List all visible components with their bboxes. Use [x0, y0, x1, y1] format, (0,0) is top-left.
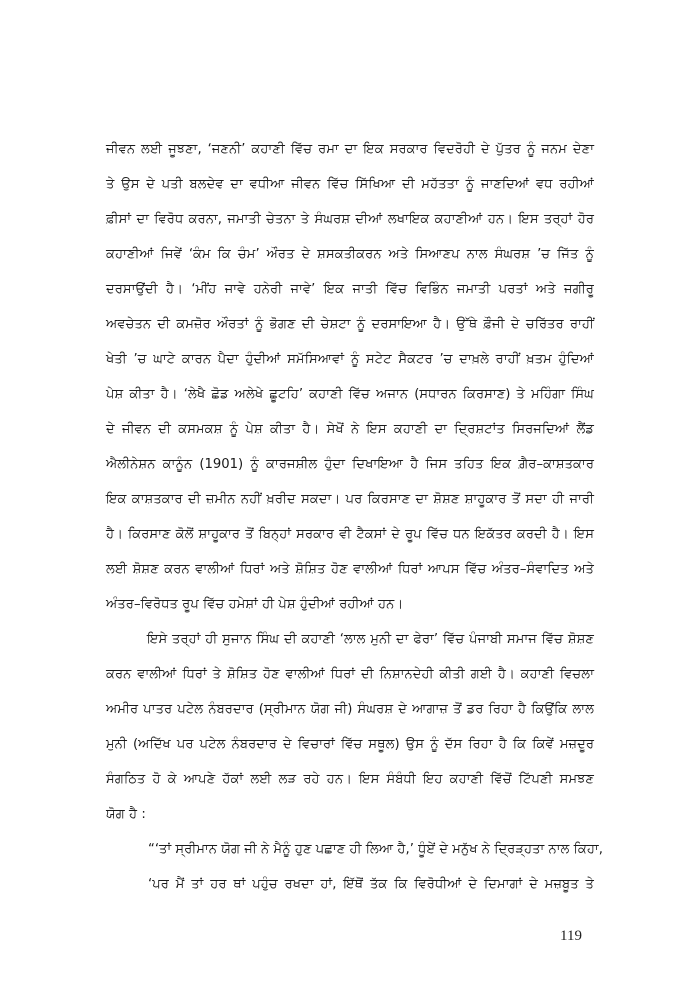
text-line: ਫ਼ੀਸਾਂ ਦਾ ਵਿਰੋਧ ਕਰਨਾ, ਜਮਾਤੀ ਚੇਤਨਾ ਤੇ ਸੰਘਰਸ਼ ਦੀਆਂ ਲਖਾਇਕ ਕਹਾਣੀਆਂ ਹਨ। ਇਸ ਤਰ੍ਹਾਂ ਹੋਰ: [106, 212, 594, 227]
quote-line: ‘ਪਰ ਮੈਂ ਤਾਂ ਹਰ ਥਾਂ ਪਹੁੰਚ ਰਖਦਾ ਹਾਂ, ਇੱਥੋਂ ਤੱਕ ਕਿ ਵਿਰੋਧੀਆਂ ਦੇ ਦਿਮਾਗਾਂ ਦੇ ਮਜ਼ਬੂਤ ਤੇ: [148, 877, 594, 892]
text-line: ਲਈ ਸ਼ੋਸ਼ਣ ਕਰਨ ਵਾਲੀਆਂ ਧਿਰਾਂ ਅਤੇ ਸ਼ੋਸ਼ਿਤ ਹੋਣ ਵਾਲੀਆਂ ਧਿਰਾਂ ਆਪਸ ਵਿੱਚ ਅੰਤਰ–ਸੰਵਾਦਿਤ ਅਤੇ: [106, 562, 594, 577]
text-line: ਖੇਤੀ ’ਚ ਘਾਟੇ ਕਾਰਨ ਪੈਦਾ ਹੁੰਦੀਆਂ ਸਮੱਸਿਆਵਾਂ ਨੂੰ ਸਟੇਟ ਸੈਕਟਰ ’ਚ ਦਾਖ਼ਲੇ ਰਾਹੀਂ ਖ਼ਤਮ ਹੁੰਦਿਆਂ: [106, 352, 594, 367]
page-number: 119: [560, 928, 582, 944]
text-line: ਯੋਗ ਹੈ :: [106, 807, 146, 822]
text-line: ਇਕ ਕਾਸ਼ਤਕਾਰ ਦੀ ਜ਼ਮੀਨ ਨਹੀਂ ਖ਼ਰੀਦ ਸਕਦਾ। ਪਰ ਕਿਰਸਾਣ ਦਾ ਸ਼ੋਸ਼ਣ ਸ਼ਾਹੂਕਾਰ ਤੋਂ ਸਦਾ ਹੀ ਜਾਰੀ: [106, 492, 594, 507]
text-line: ਸੰਗਠਿਤ ਹੋ ਕੇ ਆਪਣੇ ਹੱਕਾਂ ਲਈ ਲੜ ਰਹੇ ਹਨ। ਇਸ ਸੰਬੰਧੀ ਇਹ ਕਹਾਣੀ ਵਿੱਚੋਂ ਟਿੱਪਣੀ ਸਮਝਣ: [106, 772, 594, 787]
text-line: ਹੈ। ਕਿਰਸਾਣ ਕੋਲੋਂ ਸ਼ਾਹੂਕਾਰ ਤੋਂ ਬਿਨ੍ਹਾਂ ਸਰਕਾਰ ਵੀ ਟੈਕਸਾਂ ਦੇ ਰੂਪ ਵਿੱਚ ਧਨ ਇਕੱਤਰ ਕਰਦੀ ਹੈ। ਇਸ: [106, 527, 594, 542]
text-line: ਤੇ ਉਸ ਦੇ ਪਤੀ ਬਲਦੇਵ ਦਾ ਵਧੀਆ ਜੀਵਨ ਵਿੱਚ ਸਿੱਖਿਆ ਦੀ ਮਹੱਤਤਾ ਨੂੰ ਜਾਣਦਿਆਂ ਵਧ ਰਹੀਆਂ: [106, 177, 594, 192]
text-line: ਅੰਤਰ–ਵਿਰੋਧਤ ਰੂਪ ਵਿੱਚ ਹਮੇਸ਼ਾਂ ਹੀ ਪੇਸ਼ ਹੁੰਦੀਆਂ ਰਹੀਆਂ ਹਨ।: [106, 597, 404, 612]
text-line: ਜੀਵਨ ਲਈ ਜੂਝਣਾ, ‘ਜਣਨੀ’ ਕਹਾਣੀ ਵਿੱਚ ਰਮਾ ਦਾ ਇਕ ਸਰਕਾਰ ਵਿਦਰੋਹੀ ਦੇ ਪੁੱਤਰ ਨੂੰ ਜਨਮ ਦੇਣਾ: [106, 142, 594, 157]
text-line: ਅਮੀਰ ਪਾਤਰ ਪਟੇਲ ਨੰਬਰਦਾਰ (ਸ੍ਰੀਮਾਨ ਯੋਗ ਜੀ) ਸੰਘਰਸ਼ ਦੇ ਆਗਾਜ਼ ਤੋਂ ਡਰ ਰਿਹਾ ਹੈ ਕਿਉਂਕਿ ਲਾਲ: [106, 702, 594, 717]
text-line: ਕਹਾਣੀਆਂ ਜਿਵੇਂ ‘ਕੰਮ ਕਿ ਚੰਮ’ ਔਰਤ ਦੇ ਸ਼ਸਕਤੀਕਰਨ ਅਤੇ ਸਿਆਣਪ ਨਾਲ ਸੰਘਰਸ਼ ’ਚ ਜਿੱਤ ਨੂੰ: [106, 247, 594, 262]
text-line: ਕਰਨ ਵਾਲੀਆਂ ਧਿਰਾਂ ਤੇ ਸ਼ੋਸ਼ਿਤ ਹੋਣ ਵਾਲੀਆਂ ਧਿਰਾਂ ਦੀ ਨਿਸ਼ਾਨਦੇਹੀ ਕੀਤੀ ਗਈ ਹੈ। ਕਹਾਣੀ ਵਿਚਲਾ: [106, 667, 594, 682]
text-line: ਮੁਨੀ (ਅਦਿੱਖ ਪਰ ਪਟੇਲ ਨੰਬਰਦਾਰ ਦੇ ਵਿਚਾਰਾਂ ਵਿੱਚ ਸਥੂਲ) ਉਸ ਨੂੰ ਦੱਸ ਰਿਹਾ ਹੈ ਕਿ ਕਿਵੇਂ ਮਜ਼ਦੂਰ: [106, 737, 594, 752]
quote-line: “‘ਤਾਂ ਸ੍ਰੀਮਾਨ ਯੋਗ ਜੀ ਨੇ ਮੈਨੂੰ ਹੁਣ ਪਛਾਣ ਹੀ ਲਿਆ ਹੈ,’ ਧੂੰਏਂ ਦੇ ਮਨੁੱਖ ਨੇ ਦ੍ਰਿੜ੍ਹਤਾ ਨਾਲ ਕਿਹਾ,: [148, 842, 603, 857]
text-line: ਇਸੇ ਤਰ੍ਹਾਂ ਹੀ ਸੁਜਾਨ ਸਿੰਘ ਦੀ ਕਹਾਣੀ ‘ਲਾਲ ਮੁਨੀ ਦਾ ਫੇਰਾ’ ਵਿੱਚ ਪੰਜਾਬੀ ਸਮਾਜ ਵਿੱਚ ਸ਼ੋਸ਼ਣ: [147, 632, 594, 647]
text-line: ਪੇਸ਼ ਕੀਤਾ ਹੈ। ‘ਲੇਖੈ ਛੋਡ ਅਲੇਖੇ ਛੂਟਹਿ’ ਕਹਾਣੀ ਵਿੱਚ ਅਜਾਨ (ਸਧਾਰਨ ਕਿਰਸਾਣ) ਤੇ ਮਹਿੰਗਾ ਸਿੰਘ: [106, 387, 594, 402]
text-line: ਦਰਸਾਉਂਦੀ ਹੈ। ‘ਮੀਂਹ ਜਾਵੇ ਹਨੇਰੀ ਜਾਵੇ’ ਇਕ ਜਾਤੀ ਵਿੱਚ ਵਿਭਿੰਨ ਜਮਾਤੀ ਪਰਤਾਂ ਅਤੇ ਜਗੀਰੂ: [106, 282, 594, 297]
text-line: ਦੇ ਜੀਵਨ ਦੀ ਕਸਮਕਸ਼ ਨੂੰ ਪੇਸ਼ ਕੀਤਾ ਹੈ। ਸੇਖੋਂ ਨੇ ਇਸ ਕਹਾਣੀ ਦਾ ਦ੍ਰਿਸ਼ਟਾਂਤ ਸਿਰਜਦਿਆਂ ਲੈਂਡ: [106, 422, 594, 437]
text-line: ਐਲੀਨੇਸ਼ਨ ਕਾਨੂੰਨ (1901) ਨੂੰ ਕਾਰਜਸ਼ੀਲ ਹੁੰਦਾ ਦਿਖਾਇਆ ਹੈ ਜਿਸ ਤਹਿਤ ਇਕ ਗ਼ੈਰ–ਕਾਸ਼ਤਕਾਰ: [106, 457, 594, 472]
text-line: ਅਵਚੇਤਨ ਦੀ ਕਮਜ਼ੋਰ ਔਰਤਾਂ ਨੂੰ ਭੋਗਣ ਦੀ ਚੇਸ਼ਟਾ ਨੂੰ ਦਰਸਾਇਆ ਹੈ। ਉੱਥੇ ਫ਼ੌਜੀ ਦੇ ਚਰਿੱਤਰ ਰਾਹੀਂ: [106, 317, 594, 332]
